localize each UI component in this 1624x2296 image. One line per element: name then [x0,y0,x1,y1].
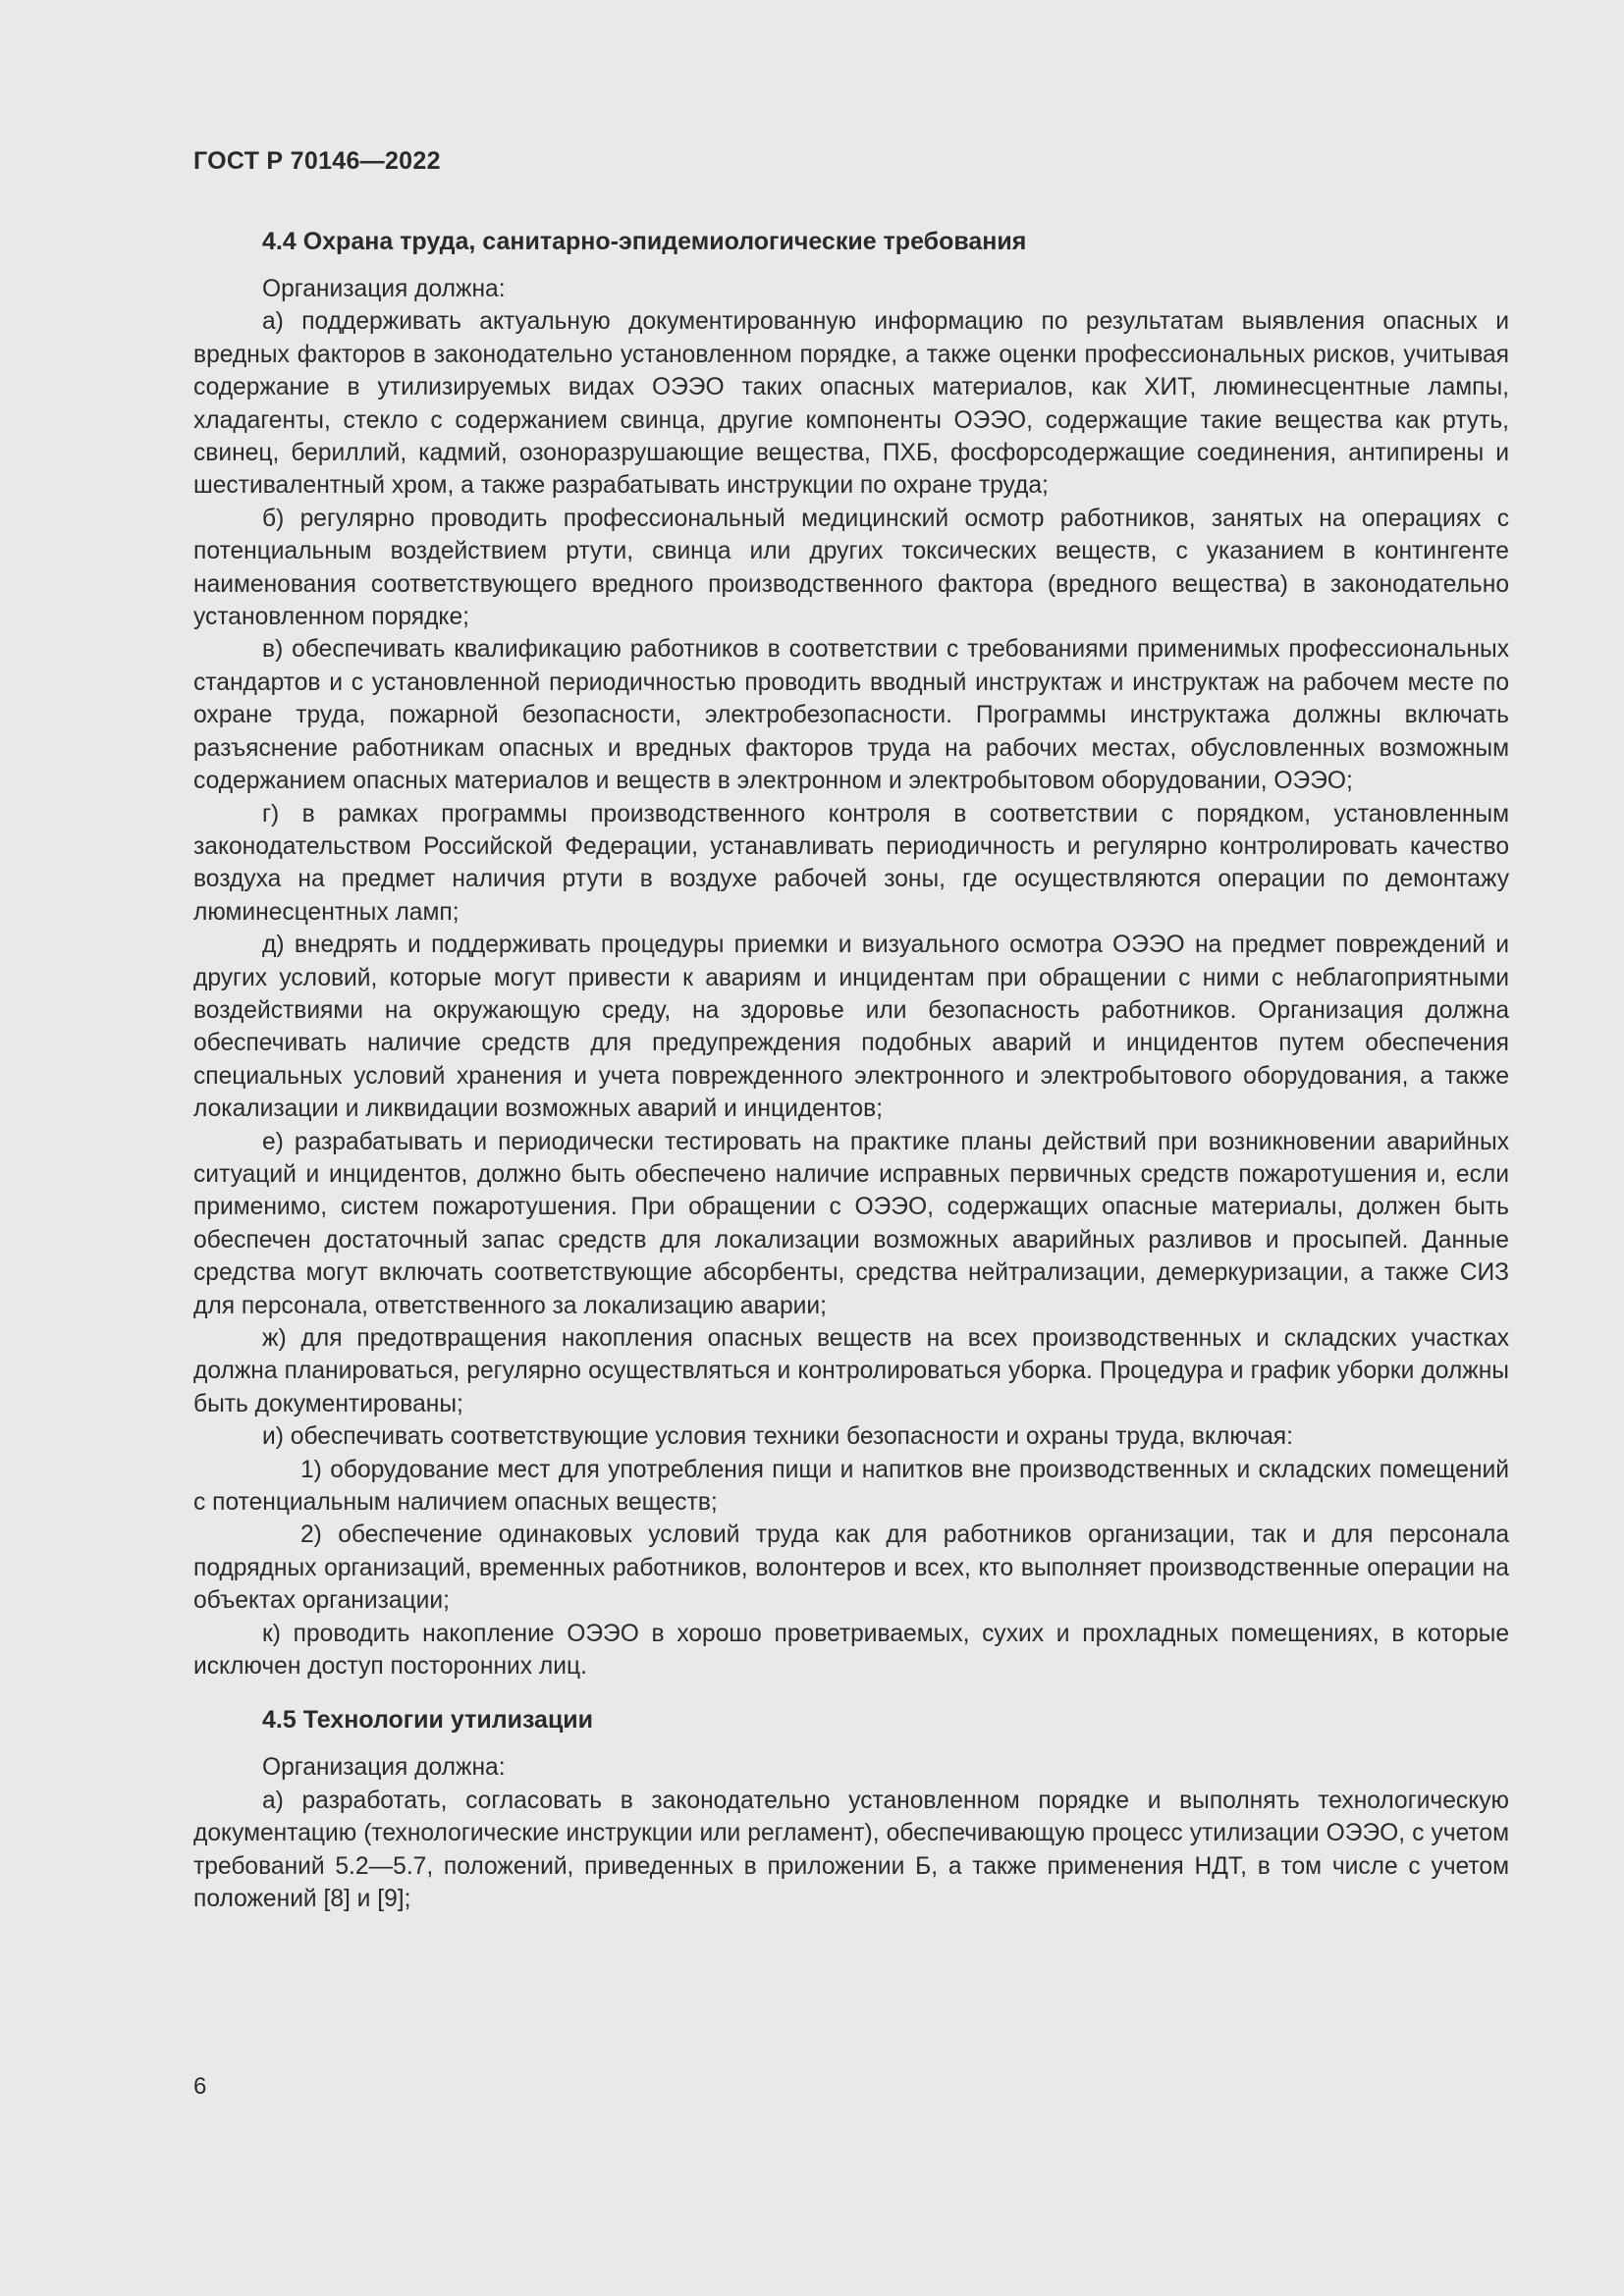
page-number: 6 [193,2073,207,2100]
section-spacer [193,1682,1509,1704]
section-4-5-title: 4.5 Технологии утилизации [262,1706,594,1735]
list-item-v: в) обеспечивать квалификацию работников в соответствии с требованиями применимых профессиональных стандартов и с установленной периодичностью проводить вводный инструктаж и инструктаж на рабочем месте по охране труда, пожарной безопасности, электробезопасности. Программы инструктажа должны включать разъяснение работникам опасных и вредных факторов труда на рабочих местах, обусловленных возможным содержанием опасных материалов и веществ в электронном и электробытовом оборудовании, ОЭЭО; [193,636,1509,795]
sub-item-1: 1) оборудование мест для употребления пищи и напитков вне производственных и складских помещений с потенциальным наличием опасных веществ; [193,1456,1509,1517]
list-item-d: д) внедрять и поддерживать процедуры приемки и визуального осмотра ОЭЭО на предмет повреждений и других условий, которые могут привести к авариям и инцидентам при обращении с ними с неблагоприятными воздействиями на окружающую среду, на здоровье или безопасность работников. Организация должна обеспечивать наличие средств для предупреждения подобных аварий и инцидентов путем обеспечения специальных условий хранения и учета поврежденного электронного и электробытового оборудования, а также локализации и ликвидации возможных аварий и инцидентов; [193,932,1509,1123]
list-item-b: б) регулярно проводить профессиональный медицинский осмотр работников, занятых на операциях с потенциальным воздействием ртути, свинца или других токсических веществ, с указанием в контингенте наименования соответствующего вредного производственного фактора (вредного вещества) в законодательно установленном порядке; [193,505,1509,631]
list-item-zh: ж) для предотвращения накопления опасных веществ на всех производственных и складских участках должна планироваться, регулярно осуществляться и контролироваться уборка. Процедура и график уборки должны быть документированы; [193,1325,1509,1417]
list-item-a-4-5: а) разработать, согласовать в законодательно установленном порядке и выполнять технологическую документацию (технологические инструкции или регламент), обеспечивающую процесс утилизации ОЭЭО, с учетом требований 5.2—5.7, положений, приведенных в приложении Б, а также применения НДТ, в том числе с учетом положений [8] и [9]; [193,1787,1509,1913]
document-header: ГОСТ Р 70146—2022 [193,147,441,175]
section-4-5-intro: Организация должна: [262,1754,506,1782]
list-item-i: и) обеспечивать соответствующие условия техники безопасности и охраны труда, включая: [262,1423,1293,1451]
list-item-g: г) в рамках программы производственного контроля в соответствии с порядком, установленным законодательством Российской Федерации, устанавливать периодичность и регулярно контролировать качество воздуха на предмет наличия ртути в воздухе рабочей зоны, где осуществляются операции по демонтажу люминесцентных ламп; [193,800,1509,926]
list-item-k: к) проводить накопление ОЭЭО в хорошо проветриваемых, сухих и прохладных помещениях, в которые исключен доступ посторонних лиц. [193,1620,1509,1681]
section-4-4-intro: Организация должна: [262,276,506,302]
list-item-a: а) поддерживать актуальную документированную информацию по результатам выявления опасных и вредных факторов в законодательно установленном порядке, а также оценки профессиональных рисков, учитывая содержание в утилизируемых видах ОЭЭО таких опасных материалов, как ХИТ, люминесцентные лампы, хладагенты, стекло с содержанием свинца, другие компоненты ОЭЭО, содержащие такие вещества как ртуть, свинец, бериллий, кадмий, озоноразрушающие вещества, ПХБ, фосфорсодержащие соединения, антипирены и шестивалентный хром, а также разрабатывать инструкции по охране труда; [193,308,1509,500]
sub-item-2: 2) обеспечение одинаковых условий труда как для работников организации, так и для персонала подрядных организаций, временных работников, волонтеров и всех, кто выполняет производственные операции на объектах организации; [193,1522,1509,1615]
list-item-e: е) разрабатывать и периодически тестировать на практике планы действий при возникновении аварийных ситуаций и инцидентов, должно быть обеспечено наличие исправных первичных средств пожаротушения и, если применимо, систем пожаротушения. При обращении с ОЭЭО, содержащих опасные материалы, должен быть обеспечен достаточный запас средств для локализации возможных аварийных разливов и просыпей. Данные средства могут включать соответствующие абсорбенты, средства нейтрализации, демеркуризации, а также СИЗ для персонала, ответственного за локализацию аварии; [193,1128,1509,1319]
document-body [193,226,1509,1916]
section-4-4-title: 4.4 Охрана труда, санитарно-эпидемиологические требования [262,228,1027,255]
